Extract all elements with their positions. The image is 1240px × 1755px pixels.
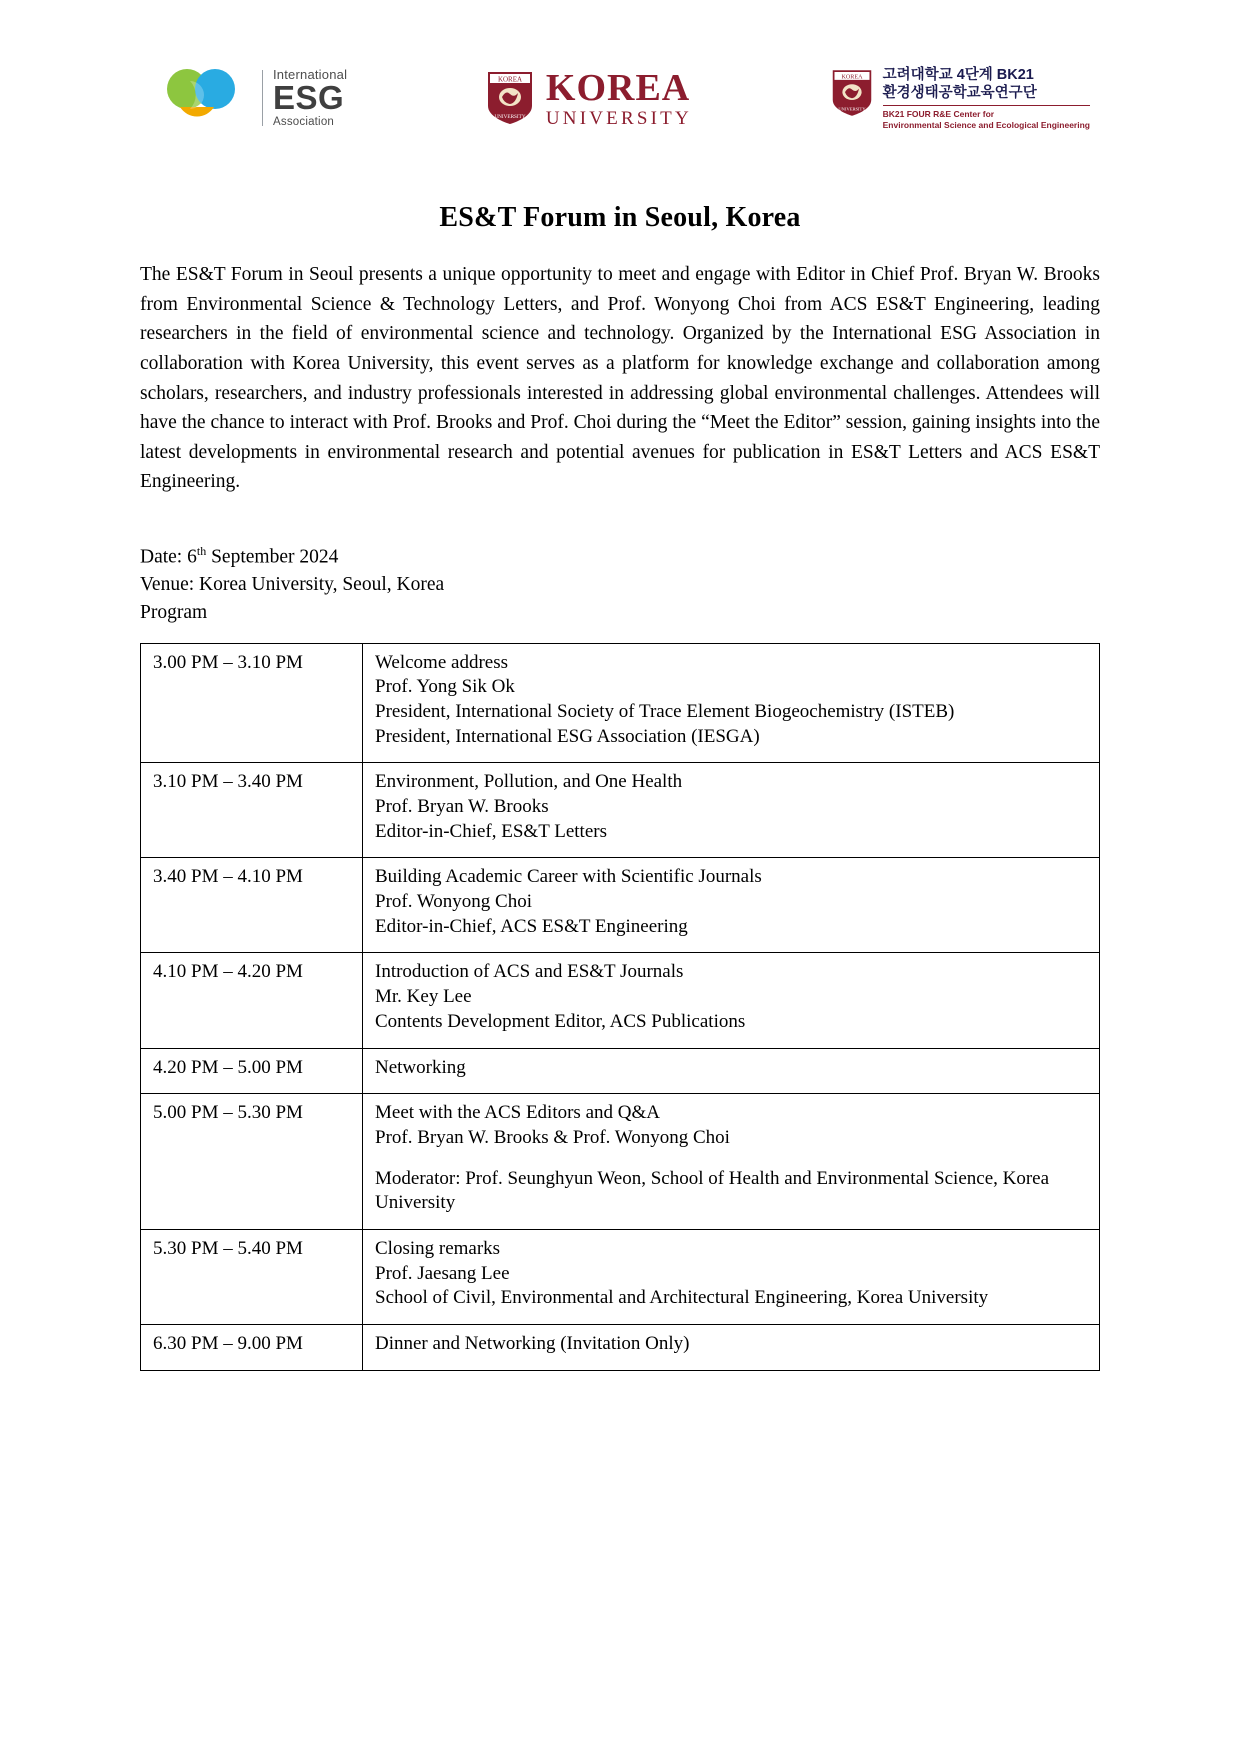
event-date-label: Date: 6 <box>140 546 197 568</box>
program-line: Prof. Jaesang Lee <box>375 1262 510 1284</box>
program-line: Moderator: Prof. Seunghyun Weon, School of Health and Environmental Science, Korea University <box>375 1167 1050 1214</box>
program-line: Dinner and Networking (Invitation Only) <box>375 1333 690 1354</box>
program-description-cell <box>363 1048 1100 1094</box>
program-line: Prof. Bryan W. Brooks <box>375 796 549 817</box>
korea-university-crest-icon <box>831 68 873 118</box>
table-row <box>141 1048 1100 1094</box>
bk21-line-3: BK21 FOUR R&E Center for <box>882 109 995 119</box>
ku-sub: UNIVERSITY <box>545 107 692 129</box>
program-line: Editor-in-Chief, ES&T Letters <box>375 820 607 842</box>
esg-circles-icon <box>160 67 252 129</box>
program-time-cell: 4.10 PM – 4.20 PM <box>141 953 363 1048</box>
bk21-center-logo <box>831 66 1090 131</box>
event-venue: Venue: Korea University, Seoul, Korea <box>140 574 445 596</box>
svg-text:UNIVERSITY: UNIVERSITY <box>838 106 866 112</box>
logo-divider <box>262 70 263 126</box>
svg-text:KOREA: KOREA <box>841 74 863 81</box>
logo-header <box>140 52 1100 144</box>
bk21-line-2: 환경생태공학교육연구단 <box>882 84 1037 101</box>
table-row <box>141 643 1100 763</box>
esg-line-esg: ESG <box>273 79 345 117</box>
program-line: Contents Development Editor, ACS Publications <box>375 1010 746 1032</box>
korea-university-wordmark <box>545 66 692 129</box>
ku-name: KOREA <box>545 66 691 109</box>
program-line: President, International ESG Association (IESGA) <box>375 725 760 747</box>
svg-text:UNIVERSITY: UNIVERSITY <box>494 114 526 120</box>
program-line: Networking <box>375 1056 466 1078</box>
program-time-cell: 3.10 PM – 3.40 PM <box>141 763 363 858</box>
bk21-rule <box>883 105 1090 106</box>
program-line: Prof. Bryan W. Brooks & Prof. Wonyong Choi <box>375 1126 730 1148</box>
program-description-cell <box>363 643 1100 763</box>
program-description-cell <box>363 1325 1100 1371</box>
svg-text:KOREA: KOREA <box>497 75 522 84</box>
program-time-cell: 3.00 PM – 3.10 PM <box>141 643 363 763</box>
program-line-spacer <box>375 1151 1090 1167</box>
table-row <box>141 763 1100 858</box>
esg-wordmark <box>273 68 347 128</box>
program-line: President, International Society of Trace Element Biogeochemistry (ISTEB) <box>375 700 955 722</box>
program-line: School of Civil, Environmental and Architectural Engineering, Korea University <box>375 1287 989 1309</box>
table-row <box>141 1229 1100 1324</box>
program-time-cell: 5.00 PM – 5.30 PM <box>141 1094 363 1230</box>
esg-line-association: Association <box>273 116 335 129</box>
program-line: Prof. Yong Sik Ok <box>375 676 515 698</box>
program-description-cell <box>363 763 1100 858</box>
event-date <box>140 543 1100 571</box>
program-description-cell <box>363 953 1100 1048</box>
bk21-wordmark <box>883 66 1090 131</box>
event-date-value: September 2024 <box>211 546 339 568</box>
program-time-cell: 4.20 PM – 5.00 PM <box>141 1048 363 1094</box>
esg-line-international: International <box>273 66 348 82</box>
program-description-cell <box>363 1094 1100 1230</box>
program-line: Environment, Pollution, and One Health <box>375 771 683 793</box>
table-row <box>141 1325 1100 1371</box>
program-line: Meet with the ACS Editors and Q&A <box>375 1102 660 1124</box>
program-line: Mr. Key Lee <box>375 986 472 1008</box>
program-line: Editor-in-Chief, ACS ES&T Engineering <box>375 915 688 937</box>
program-time-cell: 5.30 PM – 5.40 PM <box>141 1229 363 1324</box>
table-row <box>141 858 1100 953</box>
program-description-cell <box>363 858 1100 953</box>
program-line: Welcome address <box>375 651 508 673</box>
program-time-cell: 3.40 PM – 4.10 PM <box>141 858 363 953</box>
program-line: Introduction of ACS and ES&T Journals <box>375 961 684 983</box>
page-title: ES&T Forum in Seoul, Korea <box>439 202 801 233</box>
international-esg-association-logo <box>160 67 347 129</box>
korea-university-crest-icon <box>486 70 534 126</box>
program-description-cell <box>363 1229 1100 1324</box>
bk21-line-1: 고려대학교 4단계 BK21 <box>882 66 1034 83</box>
program-line: Closing remarks <box>375 1237 501 1259</box>
event-meta <box>140 543 1100 627</box>
program-time-cell: 6.30 PM – 9.00 PM <box>141 1325 363 1371</box>
bk21-line-4: Environmental Science and Ecological Engineering <box>882 119 1090 130</box>
program-table-body <box>141 643 1100 1370</box>
korea-university-logo <box>486 66 692 129</box>
program-table <box>140 643 1100 1371</box>
program-line: Prof. Wonyong Choi <box>375 891 532 913</box>
program-line: Building Academic Career with Scientific Journals <box>375 866 762 888</box>
event-date-ordinal: th <box>196 544 207 558</box>
table-row <box>141 953 1100 1048</box>
table-row <box>141 1094 1100 1230</box>
program-label: Program <box>140 601 208 623</box>
intro-paragraph: The ES&T Forum in Seoul presents a unique opportunity to meet and engage with Editor in Chief Prof. Bryan W. Brooks from Environmental Science & Technology Letters, and Prof. Wonyong Choi from ACS ES&T Engineering, leading researchers in the field of environmental science and technology. Organized by the International ESG Association in collaboration with Korea University, this event serves as a platform for knowledge exchange and collaboration among scholars, researchers, and industry professionals interested in addressing global environmental challenges. Attendees will have the chance to interact with Prof. Brooks and Prof. Choi during the “Meet the Editor” session, gaining insights into the latest developments in environmental research and potential avenues for publication in ES&T Letters and ACS ES&T Engineering. <box>140 264 1100 493</box>
